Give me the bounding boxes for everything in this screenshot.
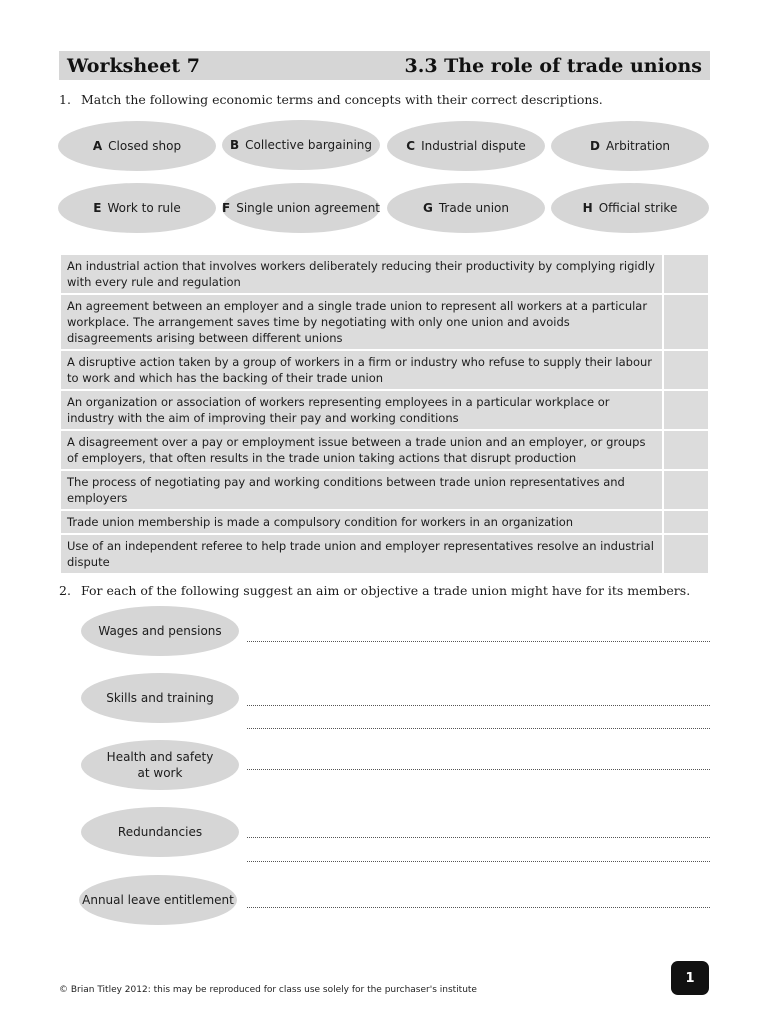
term-label: Arbitration xyxy=(605,139,671,153)
table-row xyxy=(60,350,709,390)
term-letter: B xyxy=(229,138,240,152)
term-letter: E xyxy=(93,201,102,215)
aim-skills-training xyxy=(81,673,239,723)
question-number: 1. xyxy=(59,92,71,107)
answer-line[interactable] xyxy=(247,837,710,838)
answer-line[interactable] xyxy=(247,861,710,862)
term-label: Industrial dispute xyxy=(421,139,526,153)
answer-line[interactable] xyxy=(247,907,710,908)
page-number: 1 xyxy=(671,961,709,995)
table-row xyxy=(60,390,709,430)
description-cell: The process of negotiating pay and working conditions between trade union representatives and employers xyxy=(60,470,663,510)
description-cell: A disruptive action taken by a group of workers in a firm or industry who refuse to supply their labour to work and which has the backing of their trade union xyxy=(60,350,663,390)
term-letter: A xyxy=(92,139,103,153)
term-label: Trade union xyxy=(438,201,510,215)
answer-box[interactable] xyxy=(663,430,709,470)
aim-label: Wages and pensions xyxy=(98,624,222,638)
term-label: Collective bargaining xyxy=(245,138,373,152)
term-g xyxy=(387,183,545,233)
term-f xyxy=(222,183,380,233)
answer-box[interactable] xyxy=(663,350,709,390)
table-row xyxy=(60,470,709,510)
answer-box[interactable] xyxy=(663,390,709,430)
term-d xyxy=(551,121,709,171)
table-row xyxy=(60,294,709,350)
question-number: 2. xyxy=(59,583,71,598)
term-letter: G xyxy=(422,201,433,215)
worksheet-title: Worksheet 7 xyxy=(67,54,200,77)
term-label: Closed shop xyxy=(108,139,182,153)
term-letter: H xyxy=(582,201,593,215)
description-cell: A disagreement over a pay or employment issue between a trade union and an employer, or groups of employers, that often results in the trade union taking actions that disrupt production xyxy=(60,430,663,470)
table-row xyxy=(60,510,709,534)
term-letter: C xyxy=(406,139,416,153)
table-row xyxy=(60,534,709,574)
aim-label: Redundancies xyxy=(117,825,203,839)
aim-label: Health and safety at work xyxy=(106,750,214,780)
description-cell: An industrial action that involves workers deliberately reducing their productivity by complying rigidly with every rule and regulation xyxy=(60,254,663,294)
question-text: For each of the following suggest an aim or objective a trade union might have for its members. xyxy=(81,583,691,598)
table-row xyxy=(60,254,709,294)
term-letter: F xyxy=(222,201,231,215)
description-cell: An organization or association of workers representing employees in a particular workplace or industry with the aim of improving their pay and working conditions xyxy=(60,390,663,430)
question-text: Match the following economic terms and concepts with their correct descriptions. xyxy=(81,92,603,107)
term-label: Single union agreement xyxy=(236,201,381,215)
worksheet-header xyxy=(59,51,710,80)
answer-line[interactable] xyxy=(247,728,710,729)
answer-box[interactable] xyxy=(663,254,709,294)
term-label: Work to rule xyxy=(107,201,181,215)
answer-line[interactable] xyxy=(247,705,710,706)
topic-title: 3.3 The role of trade unions xyxy=(404,54,702,77)
answer-box[interactable] xyxy=(663,534,709,574)
table-row xyxy=(60,430,709,470)
answer-box[interactable] xyxy=(663,294,709,350)
answer-line[interactable] xyxy=(247,769,710,770)
aim-wages-pensions xyxy=(81,606,239,656)
description-cell: Use of an independent referee to help trade union and employer representatives resolve an industrial dispute xyxy=(60,534,663,574)
aim-label: Skills and training xyxy=(106,691,214,705)
term-h xyxy=(551,183,709,233)
term-a xyxy=(58,121,216,171)
description-cell: Trade union membership is made a compulsory condition for workers in an organization xyxy=(60,510,663,534)
term-label: Official strike xyxy=(598,201,678,215)
answer-box[interactable] xyxy=(663,510,709,534)
term-c xyxy=(387,121,545,171)
aim-annual-leave xyxy=(79,875,237,925)
answer-line[interactable] xyxy=(247,641,710,642)
aim-health-safety xyxy=(81,740,239,790)
aim-redundancies xyxy=(81,807,239,857)
copyright-notice: © Brian Titley 2012: this may be reproduced for class use solely for the purchaser's institute xyxy=(59,985,477,995)
aim-label: Annual leave entitlement xyxy=(82,893,234,907)
answer-box[interactable] xyxy=(663,470,709,510)
description-cell: An agreement between an employer and a single trade union to represent all workers at a particular workplace. The arrangement saves time by negotiating with only one union and avoids disagreements arising between different unions xyxy=(60,294,663,350)
term-letter: D xyxy=(589,139,600,153)
term-e xyxy=(58,183,216,233)
term-b xyxy=(222,120,380,170)
descriptions-table xyxy=(59,253,710,575)
